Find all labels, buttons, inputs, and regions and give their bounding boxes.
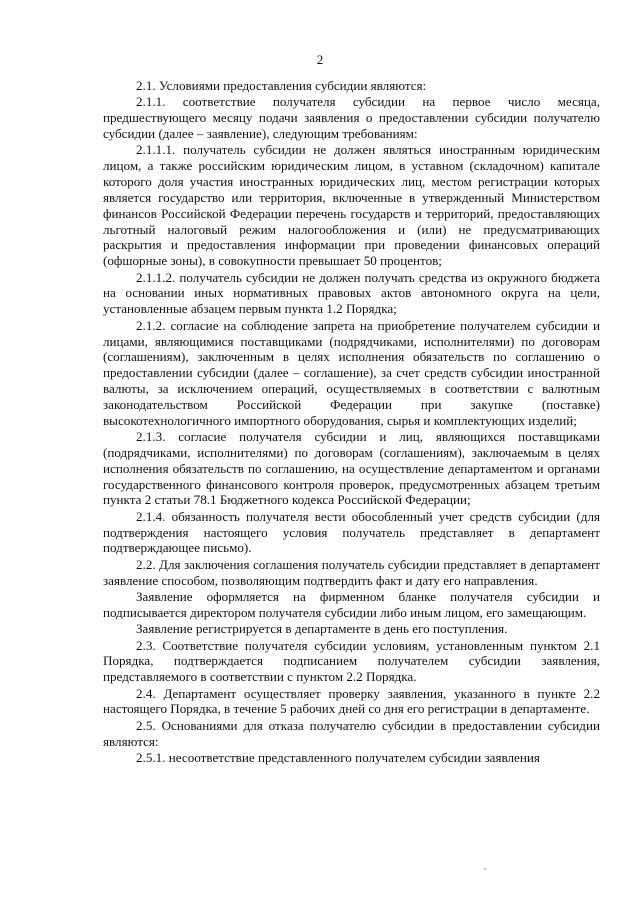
page-number: 2	[316, 52, 324, 67]
paragraph-2-5: 2.5. Основаниями для отказа получателю субсидии в предоставлении субсидии являются:	[103, 717, 600, 749]
paragraph-2-1-2: 2.1.2. согласие на соблюдение запрета на приобретение получателем субсидии и лицами, являющимися поставщиками (подрядчиками, исполнителями) по договорам (соглашениям), заключенным в целях исполнения обязательств по соглашению о предоставлении субсидии (далее – соглашение), за счет средств субсидии иностранной валюты, за исключением операций, осуществляемых в соответствии с валютным законодательством Российской Федерации при закупке (поставке) высокотехнологичного импортного оборудования, сырья и комплектующих изделий;	[103, 317, 600, 428]
paragraph-2-1-4: 2.1.4. обязанность получателя вести обособленный учет средств субсидии (для подтверждения настоящего условия получатель представляет в департамент подтверждающее письмо).	[103, 508, 600, 556]
paragraph-application-registration: Заявление регистрируется в департаменте в день его поступления.	[136, 621, 508, 637]
document-body	[103, 78, 600, 766]
paragraph-2-2: 2.2. Для заключения соглашения получатель субсидии представляет в департамент заявление способом, позволяющим подтвердить факт и дату его направления.	[103, 556, 600, 588]
paragraph-2-5-1: 2.5.1. несоответствие представленного получателем субсидии заявления	[136, 749, 540, 765]
paragraph-2-1-1-2: 2.1.1.2. получатель субсидии не должен получать средства из окружного бюджета на основании иных нормативных правовых актов автономного округа на цели, установленные абзацем первым пункта 1.2 Порядка;	[103, 269, 600, 317]
paragraph-2-1-1-1: 2.1.1.1. получатель субсидии не должен являться иностранным юридическим лицом, а также российским юридическим лицом, в уставном (складочном) капитале которого доля участия иностранных юридических лиц, местом регистрации которых является государство или территория, включенные в утвержденный Министерством финансов Российской Федерации перечень государств и территорий, предоставляющих льготный налоговый режим налогообложения и (или) не предусматривающих раскрытия и предоставления информации при проведении финансовых операций (офшорные зоны), в совокупности превышает 50 процентов;	[103, 142, 600, 269]
scan-mark	[484, 868, 486, 870]
paragraph-2-4: 2.4. Департамент осуществляет проверку заявления, указанного в пункте 2.2 настоящего Порядка, в течение 5 рабочих дней со дня его регистрации в департаменте.	[103, 685, 600, 717]
paragraph-application-form: Заявление оформляется на фирменном бланке получателя субсидии и подписывается директором получателя субсидии либо иным лицом, его замещающим.	[103, 589, 600, 620]
paragraph-2-1-1: 2.1.1. соответствие получателя субсидии на первое число месяца, предшествующего месяцу подачи заявления о предоставлении субсидии получателю субсидии (далее – заявление), следующим требованиям:	[103, 94, 600, 142]
paragraph-2-1-3: 2.1.3. согласие получателя субсидии и лиц, являющихся поставщиками (подрядчиками, исполнителями) по договорам (соглашениям), заключаемым в целях исполнения обязательств по соглашению, на осуществление департаментом и органами государственного финансового контроля проверок, предусмотренных абзацем третьим пункта 2 статьи 78.1 Бюджетного кодекса Российской Федерации;	[103, 429, 600, 508]
paragraph-2-3: 2.3. Соответствие получателя субсидии условиям, установленным пунктом 2.1 Порядка, подтверждается подписанием получателем субсидии заявления, представляемого в соответствии с пунктом 2.2 Порядка.	[103, 637, 600, 685]
paragraph-2-1: 2.1. Условиями предоставления субсидии являются:	[136, 78, 427, 93]
